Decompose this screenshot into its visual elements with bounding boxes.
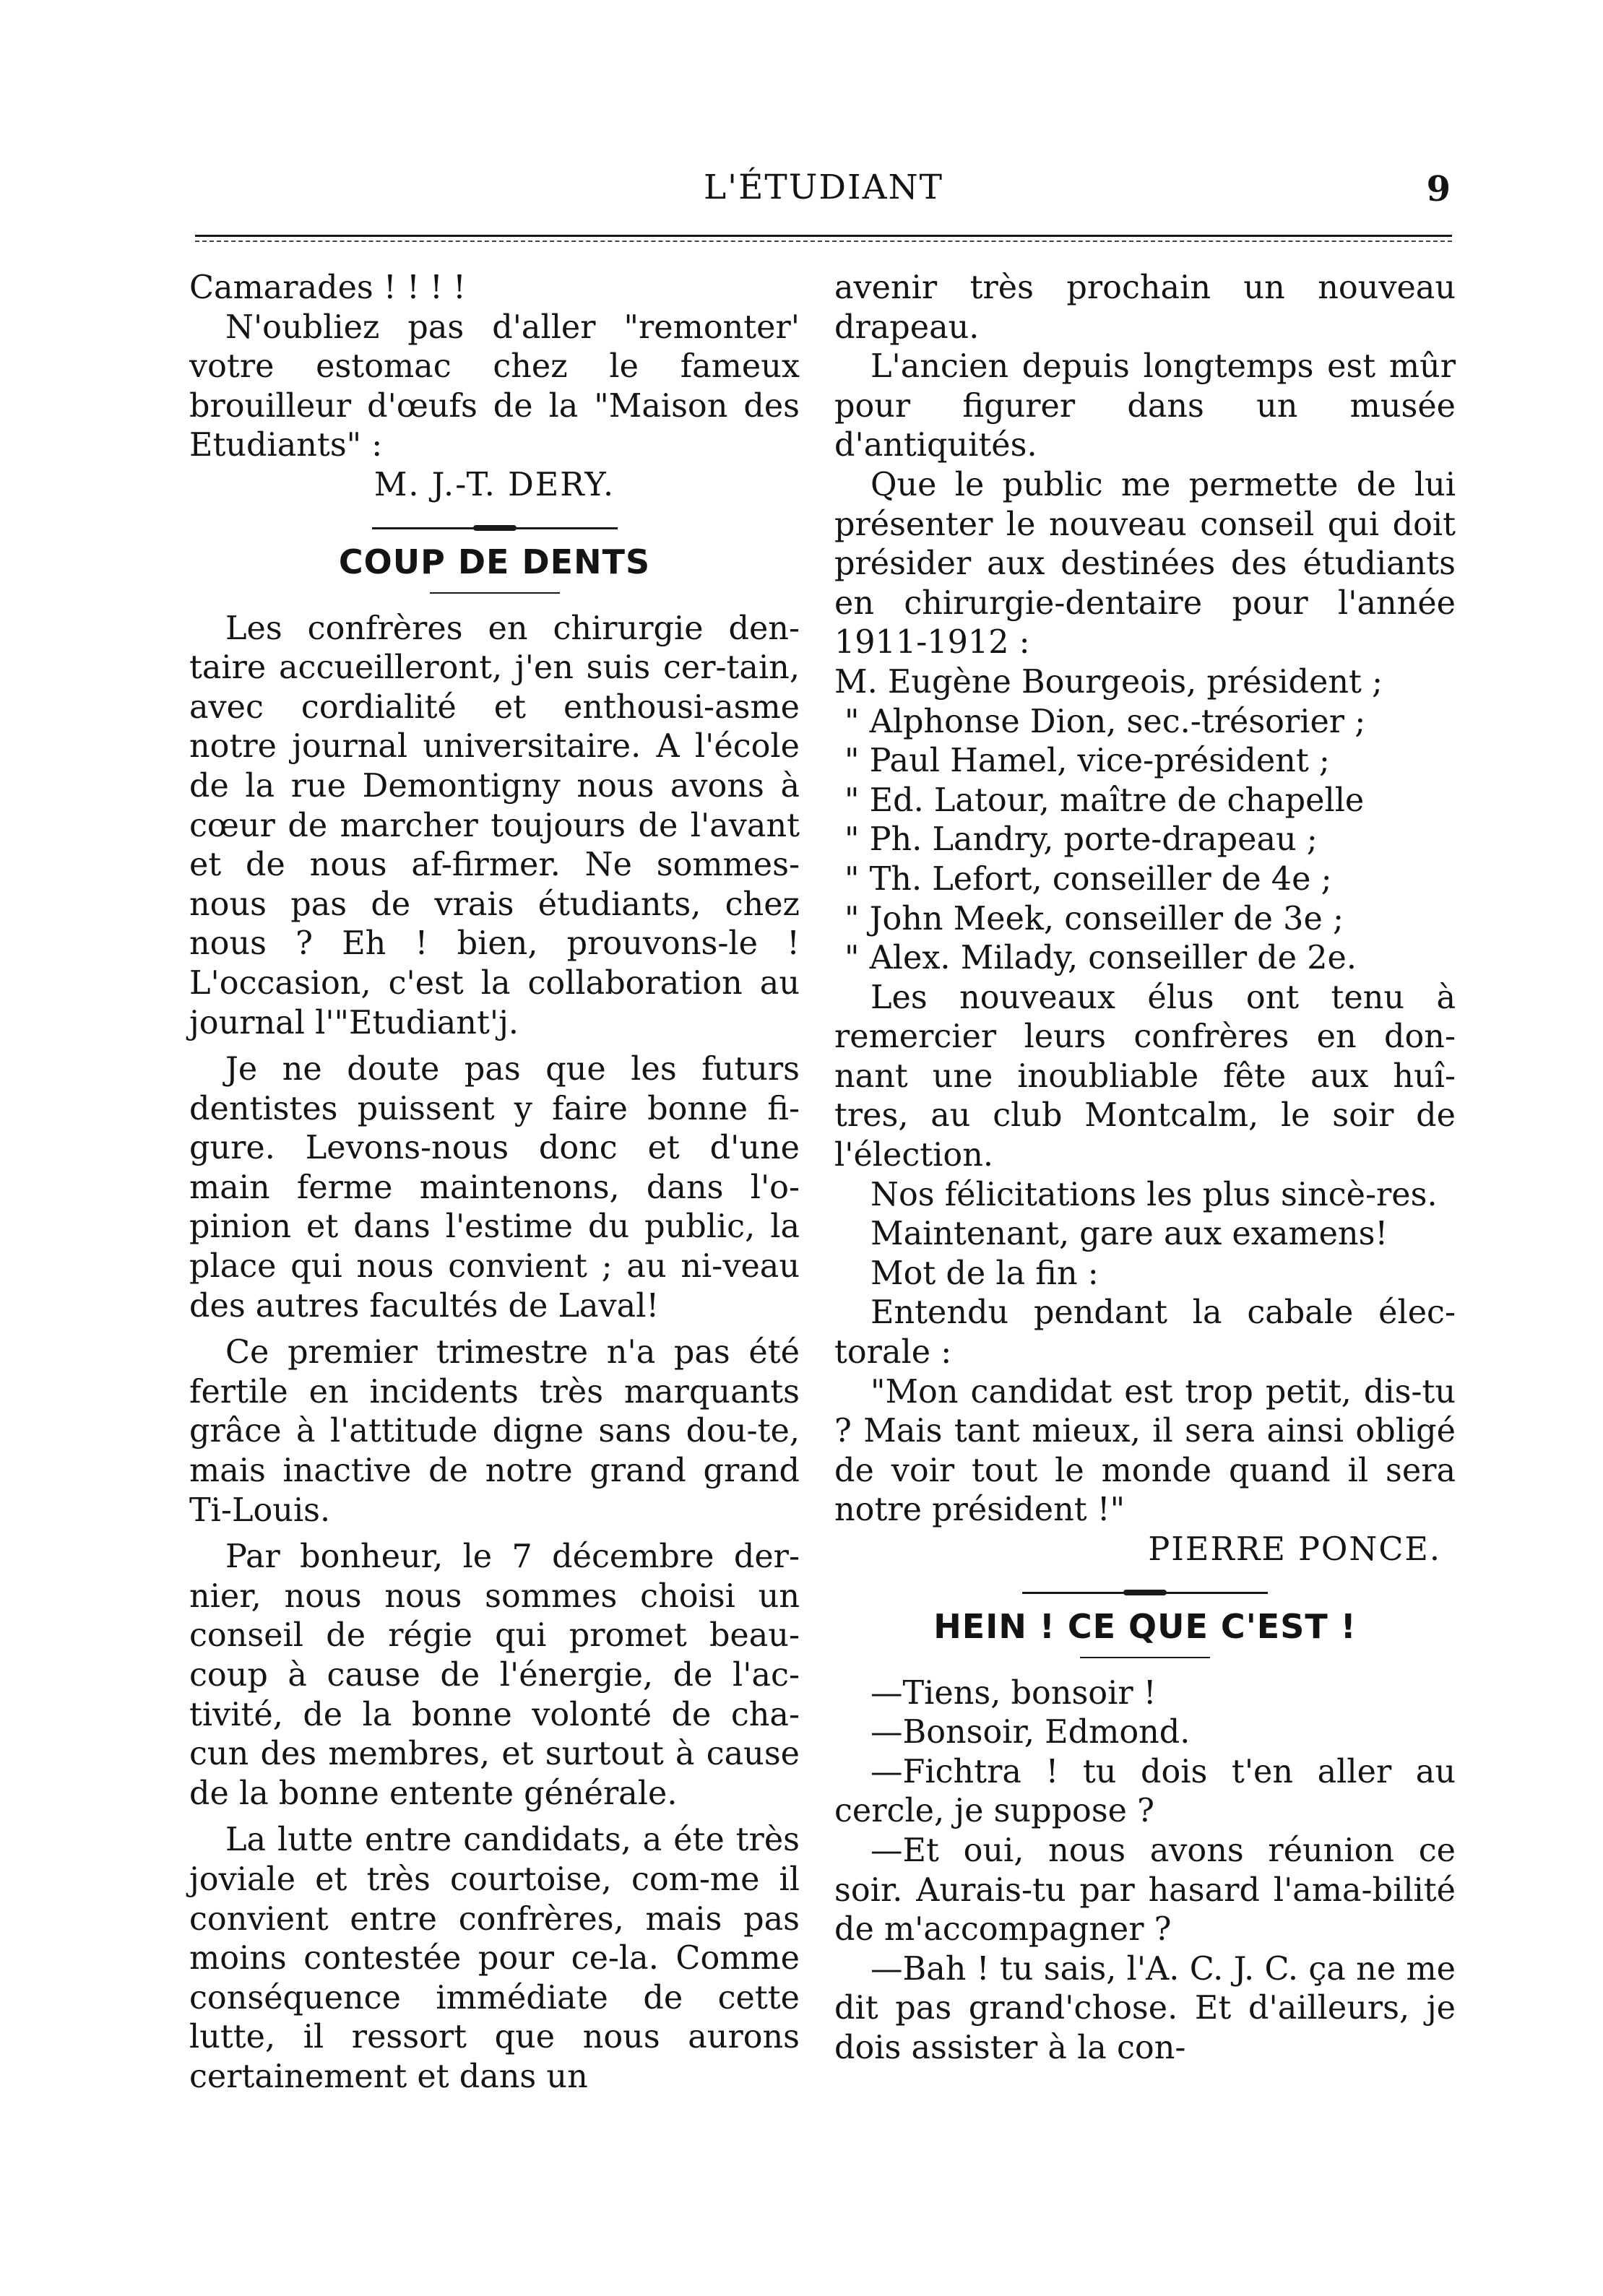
council-member: " John Meek, conseiller de 3e ; — [844, 900, 1344, 937]
council-member: " Paul Hamel, vice-président ; — [844, 742, 1330, 780]
council-list — [834, 663, 1456, 979]
article-paragraph: Les nouveaux élus ont tenu à remercier leurs confrères en don-nant une inoubliable fête aux huî-tres, au club Montcalm, le soir de l'élection. — [834, 979, 1456, 1174]
header-rule-secondary — [195, 241, 1452, 242]
article-paragraph: Mot de la fin : — [870, 1255, 1099, 1292]
article-paragraph: avenir très prochain un nouveau drapeau. — [834, 269, 1456, 346]
notice-text: N'oubliez pas d'aller "remonter' votre estomac chez le fameux brouilleur d'œufs de la "Maison des Etudiants" : — [189, 308, 800, 464]
notice-heading: Camarades ! ! ! ! — [189, 269, 466, 306]
article-title: HEIN ! CE QUE C'EST ! — [933, 1606, 1357, 1646]
title-underline-rule — [1080, 1657, 1210, 1658]
dialogue-line: —Bonsoir, Edmond. — [870, 1714, 1191, 1751]
title-underline-rule — [430, 592, 560, 594]
dialogue-line: —Bah ! tu sais, l'A. C. J. C. ça ne me dit pas grand'chose. Et d'ailleurs, je dois assister à la con- — [834, 1950, 1456, 2066]
section-divider-ornament — [1022, 1589, 1268, 1596]
notice-signature: M. J.-T. DERY. — [373, 466, 615, 503]
article-paragraph: Par bonheur, le 7 décembre der-nier, nous nous sommes choisi un conseil de régie qui promet beau-coup à cause de l'énergie, de l'ac-tivité, de la bonne volonté de cha-cun des membres, et surtout à cause de la bonne entente générale. — [189, 1538, 800, 1812]
article-paragraph: Entendu pendant la cabale élec-torale : — [834, 1294, 1456, 1372]
article-title: COUP DE DENTS — [338, 542, 651, 581]
council-member: " Ph. Landry, porte-drapeau ; — [844, 821, 1318, 859]
dialogue-line: —Fichtra ! tu dois t'en aller au cercle, je suppose ? — [834, 1753, 1456, 1830]
council-member: " Ed. Latour, maître de chapelle — [844, 781, 1365, 819]
council-member: " Th. Lefort, conseiller de 4e ; — [844, 860, 1332, 898]
article-signature: PIERRE PONCE. — [1148, 1531, 1441, 1568]
article-paragraph: Nos félicitations les plus sincè-res. — [870, 1176, 1438, 1213]
running-header-title: L'ÉTUDIANT — [703, 168, 944, 207]
dialogue-line: —Tiens, bonsoir ! — [870, 1674, 1157, 1712]
header-rule — [195, 235, 1452, 237]
page-number: 9 — [1426, 169, 1451, 209]
article-paragraph: Les confrères en chirurgie den-taire accueilleront, j'en suis cer-tain, avec cordialité et enthousi-asme notre journal universitaire. A l'école de la rue Demontigny nous avons à cœur de marcher toujours de l'avant et de nous af-firmer. Ne sommes-nous pas de vrais étudiants, chez nous ? Eh ! bien, prouvons-le ! L'occasion, c'est la collaboration au journal l'"Etudiant'j. — [189, 610, 800, 1041]
article-paragraph: La lutte entre candidats, a éte très joviale et très courtoise, com-me il convient entre confrères, mais pas moins contestée pour ce-la. Comme conséquence immédiate de cette lutte, il ressort que nous aurons certainement et dans un — [189, 1821, 800, 2095]
article-paragraph: Ce premier trimestre n'a pas été fertile en incidents très marquants grâce à l'attitude digne sans dou-te, mais inactive de notre grand grand Ti-Louis. — [189, 1334, 800, 1529]
section-divider-ornament — [372, 524, 618, 532]
dialogue-line: —Et oui, nous avons réunion ce soir. Aurais-tu par hasard l'ama-bilité de m'accompagner ? — [834, 1832, 1456, 1949]
article-paragraph: Maintenant, gare aux examens! — [870, 1216, 1388, 1253]
council-member: " Alex. Milady, conseiller de 2e. — [844, 940, 1357, 977]
article-paragraph: L'ancien depuis longtemps est mûr pour figurer dans un musée d'antiquités. — [834, 348, 1456, 464]
article-paragraph: Que le public me permette de lui présenter le nouveau conseil qui doit présider aux destinées des étudiants en chirurgie-dentaire pour l'année 1911-1912 : — [834, 466, 1456, 662]
article-paragraph: "Mon candidat est trop petit, dis-tu ? Mais tant mieux, il sera ainsi obligé de voir tout le monde quand il sera notre président !" — [834, 1373, 1456, 1529]
left-column — [189, 269, 800, 2097]
council-member: " Alphonse Dion, sec.-trésorier ; — [844, 703, 1366, 740]
council-member: M. Eugène Bourgeois, président ; — [834, 663, 1383, 701]
right-column — [834, 269, 1456, 2068]
article-paragraph: Je ne doute pas que les futurs dentistes puissent y faire bonne fi-gure. Levons-nous donc et d'une main ferme maintenons, dans l'o-pinion et dans l'estime du public, la place qui nous convient ; au ni-veau des autres facultés de Laval! — [189, 1051, 800, 1325]
